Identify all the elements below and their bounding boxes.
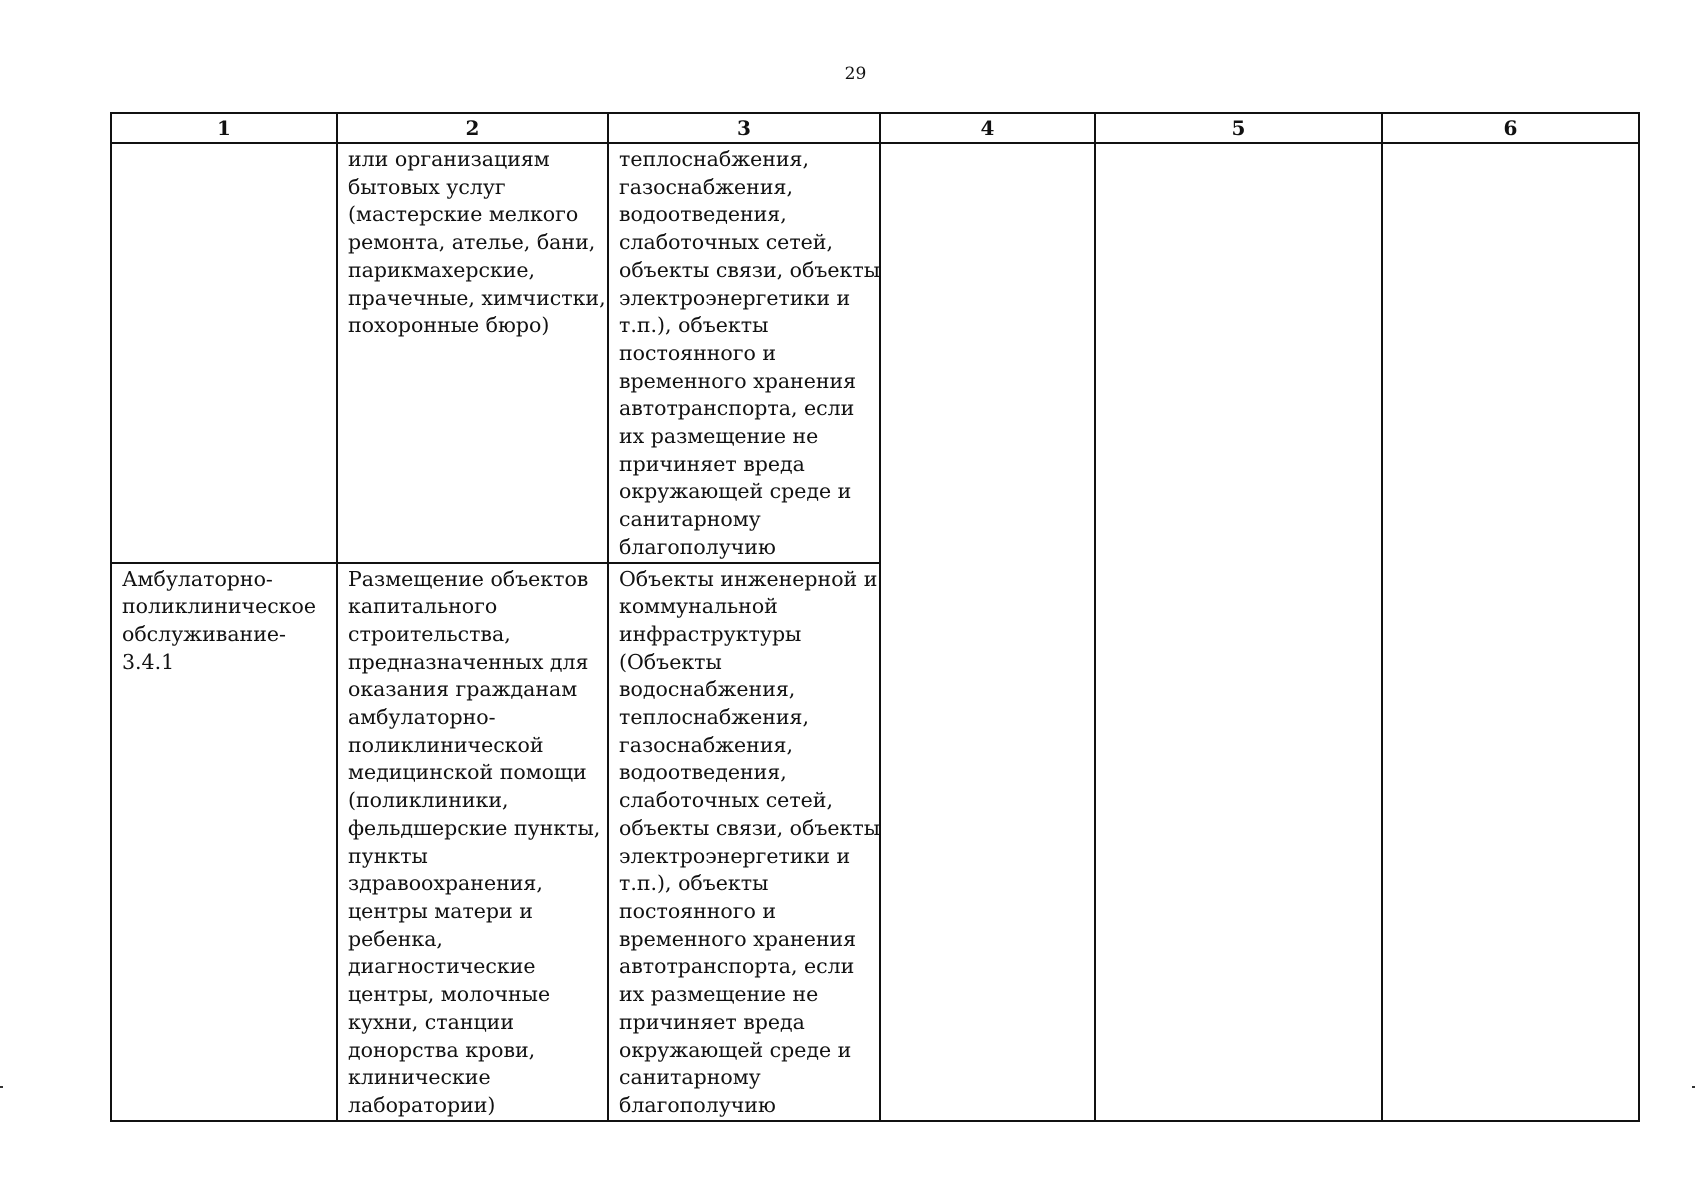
column-6-cell <box>1382 563 1639 1121</box>
land-use-name-cell <box>111 563 337 1121</box>
cell-text-line: автотранспорта, если <box>619 954 855 979</box>
cell-text-line: электроэнергетики и <box>619 285 851 310</box>
scan-edge-mark-left <box>0 1086 3 1088</box>
column-5-cell <box>1095 143 1382 563</box>
cell-text-line: водоотведения, <box>619 760 787 785</box>
cell-text-line: диагностические <box>348 954 536 979</box>
cell-text-line: электроэнергетики и <box>619 843 851 868</box>
cell-text-line: водоотведения, <box>619 202 787 227</box>
cell-text-line: донорства крови, <box>348 1037 536 1062</box>
scan-edge-mark-right <box>1692 1086 1695 1088</box>
cell-text-line: похоронные бюро) <box>348 313 550 338</box>
permitted-use-description-cell <box>337 143 608 563</box>
land-use-name-cell <box>111 143 337 563</box>
cell-text-line: газоснабжения, <box>619 732 793 757</box>
auxiliary-use-cell <box>608 563 880 1121</box>
cell-text-line: лаборатории) <box>348 1092 496 1117</box>
cell-text-line: пункты <box>348 843 428 868</box>
cell-text-line: причиняет вреда <box>619 451 805 476</box>
cell-text-line: или организациям <box>348 147 550 171</box>
cell-text-line: постоянного и <box>619 898 777 923</box>
cell-text-line: здравоохранения, <box>348 871 543 896</box>
cell-text-line: их размещение не <box>619 424 819 449</box>
column-4-cell <box>880 563 1095 1121</box>
header-cell-5: 5 <box>1095 113 1382 143</box>
cell-text-line: слаботочных сетей, <box>619 230 833 255</box>
cell-text-line: инфраструктуры <box>619 621 802 646</box>
cell-text-line: постоянного и <box>619 340 777 365</box>
cell-text-line: медицинской помощи <box>348 760 587 785</box>
cell-text-line: благополучию <box>619 1092 776 1117</box>
cell-text-line: т.п.), объекты <box>619 871 769 896</box>
cell-text-line: т.п.), объекты <box>619 313 769 338</box>
header-cell-3: 3 <box>608 113 880 143</box>
cell-text-line: парикмахерские, <box>348 257 536 282</box>
cell-text-line: прачечные, химчистки, <box>348 285 606 310</box>
cell-text-line: (поликлиники, <box>348 788 509 813</box>
table-row <box>111 563 1639 1121</box>
cell-text-line: Размещение объектов <box>348 566 589 591</box>
cell-text-line: слаботочных сетей, <box>619 788 833 813</box>
column-5-cell <box>1095 563 1382 1121</box>
cell-text-line: строительства, <box>348 621 511 646</box>
cell-text-line: автотранспорта, если <box>619 396 855 421</box>
cell-text-line: окружающей среде и <box>619 1037 852 1062</box>
cell-text-line: обслуживание- <box>122 621 286 646</box>
cell-text-line: санитарному <box>619 507 761 532</box>
cell-text-line: капитального <box>348 594 498 619</box>
cell-text-line: временного хранения <box>619 368 857 393</box>
cell-text-line: оказания гражданам <box>348 677 578 702</box>
cell-text-line: фельдшерские пункты, <box>348 815 601 840</box>
cell-text-line: водоснабжения, <box>619 677 796 702</box>
cell-text-line: благополучию <box>619 534 776 559</box>
header-cell-2: 2 <box>337 113 608 143</box>
table-header-row <box>111 113 1639 143</box>
cell-text-line: центры, молочные <box>348 982 551 1007</box>
cell-text-line: их размещение не <box>619 982 819 1007</box>
cell-text-line: Амбулаторно- <box>122 566 273 591</box>
cell-text-line: ребенка, <box>348 926 443 951</box>
page-number: 29 <box>844 64 867 84</box>
table-row <box>111 143 1639 563</box>
column-4-cell <box>880 143 1095 563</box>
cell-text-line: Объекты инженерной и <box>619 566 878 591</box>
cell-text-line: теплоснабжения, <box>619 705 809 730</box>
cell-text-line: ремонта, ателье, бани, <box>348 230 596 255</box>
header-cell-1: 1 <box>111 113 337 143</box>
cell-text-line: клинические <box>348 1065 491 1090</box>
cell-text-line: кухни, станции <box>348 1009 515 1034</box>
cell-text-line: поликлинической <box>348 732 544 757</box>
cell-text-line: окружающей среде и <box>619 479 852 504</box>
cell-text-line: амбулаторно- <box>348 705 496 730</box>
cell-text-line: объекты связи, объекты <box>619 815 881 840</box>
land-use-table <box>110 112 1640 1122</box>
cell-text-line: причиняет вреда <box>619 1009 805 1034</box>
cell-text-line: (мастерские мелкого <box>348 202 579 227</box>
cell-text-line: центры матери и <box>348 898 533 923</box>
cell-text-line: санитарному <box>619 1065 761 1090</box>
cell-text-line: предназначенных для <box>348 649 589 674</box>
header-cell-6: 6 <box>1382 113 1639 143</box>
header-cell-4: 4 <box>880 113 1095 143</box>
cell-text-line: бытовых услуг <box>348 174 506 199</box>
column-6-cell <box>1382 143 1639 563</box>
cell-text-line: коммунальной <box>619 594 778 619</box>
cell-text-line: (Объекты <box>619 649 722 674</box>
auxiliary-use-cell <box>608 143 880 563</box>
cell-text-line: 3.4.1 <box>122 649 175 674</box>
cell-text-line: газоснабжения, <box>619 174 793 199</box>
cell-text-line: поликлиническое <box>122 594 316 619</box>
cell-text-line: объекты связи, объекты <box>619 257 881 282</box>
cell-text-line: теплоснабжения, <box>619 147 809 171</box>
permitted-use-description-cell <box>337 563 608 1121</box>
cell-text-line: временного хранения <box>619 926 857 951</box>
